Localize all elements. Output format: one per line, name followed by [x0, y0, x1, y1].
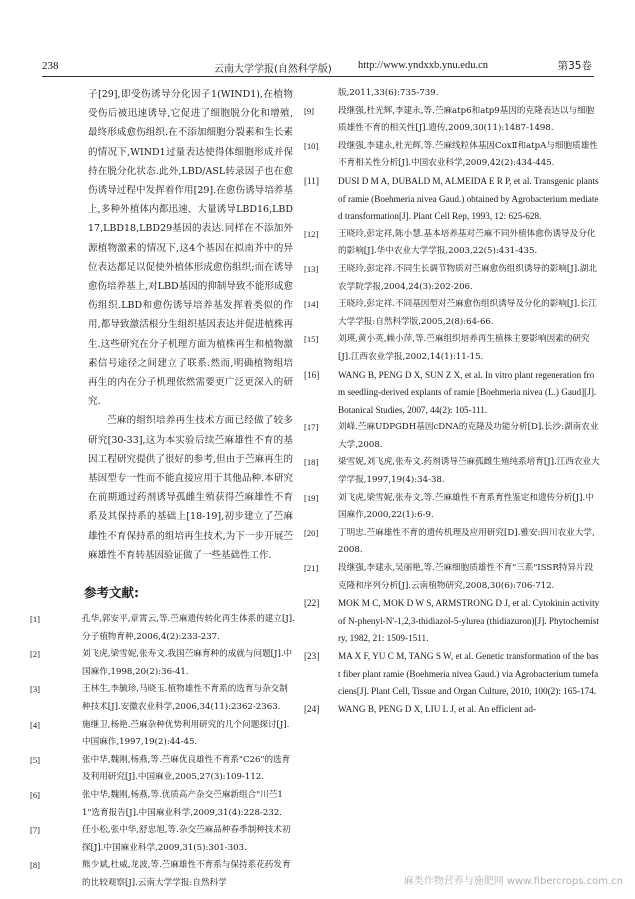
- reference-item: [304, 296, 600, 331]
- reference-number: [16]: [304, 369, 320, 380]
- reference-text: 施继卫,杨艳.苎麻杂种优势利用研究的几个问题探讨[J].中国麻作,1997,19(2):44-45.: [82, 719, 290, 748]
- reference-number: [14]: [304, 299, 319, 310]
- reference-number: [15]: [304, 334, 319, 345]
- reference-item: [304, 103, 600, 138]
- reference-number: [9]: [304, 105, 315, 116]
- reference-number: [23]: [304, 651, 320, 661]
- reference-text: 王晓玲,彭定祥.不同生长调节物质对苎麻愈伤组织诱导的影响[J].湖北农学院学报,2004,24(3):202-206.: [338, 263, 597, 292]
- reference-number: [12]: [304, 228, 319, 239]
- reference-number: [1]: [30, 614, 41, 625]
- reference-item: [304, 85, 600, 103]
- left-column: [30, 85, 295, 893]
- reference-number: [6]: [30, 790, 41, 801]
- reference-number: [24]: [304, 703, 320, 714]
- references-list-left: [30, 611, 295, 893]
- reference-item: [30, 611, 295, 646]
- reference-number: [8]: [30, 860, 41, 871]
- reference-item: [304, 648, 600, 701]
- reference-text: 刘飞虎,梁雪妮,张寿文.我国苎麻育种的成就与问题[J].中国麻作,1998,20(2):36-41.: [82, 649, 293, 677]
- reference-item: [304, 490, 600, 525]
- reference-text: 熊少斌,杜威,龙波,等.苎麻雄性不育系与保持系花药发育的比较观察[J].云南大学学报:自然科学: [82, 860, 291, 888]
- body-paragraph-1: 子[29],即受伤诱导分化因子1(WIND1),在植物受伤后被迅速诱导,它促进了细胞脱分化和增殖,最终形成愈伤组织.在不添加细胞分裂素和生长素的情况下,WIND1过量表达使得体细胞形成并保持在脱分化状态.此外,LBD/ASL转录因子也在愈伤诱导过程中发挥着作用[29].在愈伤诱导培养基上,多种外植体内都迅速、大量诱导LBD16,LBD17,LBD18,LBD29基因的表达.同样在不添加外源植物激素的情况下,这4个基因在拟南芥中的异位表达都足以促使外植体形成愈伤组织;而在诱导愈伤培养基上,对LBD基因的抑制导致不能形成愈伤组织.LBD和愈伤诱导培养基发挥着类似的作用,都导致激活根分生组织基因表达并促进植株再生.这些研究在分子机理方面为植株再生和植物激素信号途径之间建立了联系.然而,明确植物组培再生的内在分子机理依然需要更广泛更深入的研究.: [88, 89, 293, 408]
- reference-item: [304, 331, 600, 366]
- reference-text: 版,2011,33(6):735-739.: [338, 88, 439, 98]
- journal-url: http://www.yndxxb.ynu.edu.cn: [358, 60, 488, 71]
- reference-number: [13]: [304, 263, 319, 274]
- reference-text: WANG B, PENG D X, LIU L J, et al. An efficient ad-: [338, 703, 536, 714]
- journal-name: 云南大学学报(自然科学版): [214, 64, 332, 75]
- reference-number: [2]: [30, 649, 41, 660]
- references-heading: 参考文献:: [84, 585, 139, 601]
- reference-item: [304, 173, 600, 226]
- reference-number: [19]: [304, 492, 319, 503]
- watermark: 麻类作物营养与施肥网 www.fibercrops.com.cn: [403, 876, 623, 887]
- reference-item: [304, 701, 600, 719]
- right-column: [304, 85, 600, 718]
- reference-item: [304, 454, 600, 489]
- reference-text: 刘峰.苎麻UDPGDH基因cDNA的克隆及功能分析[D].长沙:湖南农业大学,2008.: [338, 422, 599, 450]
- page-number: 238: [42, 60, 59, 72]
- reference-item: [30, 717, 295, 752]
- reference-item: [304, 419, 600, 454]
- volume-label: 第35卷: [557, 60, 592, 72]
- reference-item: [304, 595, 600, 648]
- reference-number: [3]: [30, 684, 41, 695]
- body-paragraph-2: 苎麻的组织培养再生技术方面已经做了较多研究[30-33],这为本实验后续苎麻雄性不育的基因工程研究提供了很好的参考,但由于苎麻再生的基因型专一性而不能直接应用于其他品种.本研究在前期通过药剂诱导孤雌生殖获得苎麻雄性不育系及其保持系的基础上[18-19],初步建立了苎麻雄性不育保持系的组培再生技术,为下一步开展苎麻雄性不育转基因验证做了一些基础性工作.: [88, 415, 293, 561]
- reference-text: 段继强,杜光辉,李建永,等.苎麻atp6和atp9基因的克隆表达以与细胞质雄性不育的相关性[J].遗传,2009,30(11):1487-1498.: [338, 105, 595, 134]
- reference-item: [30, 857, 295, 892]
- reference-number: [21]: [304, 563, 319, 574]
- reference-item: [30, 681, 295, 716]
- reference-number: [10]: [304, 140, 319, 151]
- reference-text: 孔华,郭安平,章霄云,等.苎麻遗传转化再生体系的建立[J].分子植物育种,2006,4(2):233-237.: [82, 614, 295, 642]
- reference-item: [30, 752, 295, 787]
- reference-text: 刘飞虎,梁雪妮,张寿文,等.苎麻雄性不育系育性鉴定和遗传分析[J].中国麻作,2000,22(1):6-9.: [338, 492, 594, 521]
- reference-item: [304, 226, 600, 261]
- reference-text: 刘瑛,黄小英,赖小萍,等.苎麻组织培养再生植株主要影响因素的研究[J].江西农业学报,2002,14(1):11-15.: [338, 334, 590, 362]
- reference-text: 段继强,李建永,吴丽艳,等.苎麻细胞质雄性不育"三系"ISSR特异片段克隆和序列分析[J].云南植物研究,2008,30(6):706-712.: [338, 563, 594, 591]
- reference-text: 梁雪妮,刘飞虎,张寿文.药剂诱导苎麻孤雌生殖纯系培育[J].江西农业大学学报,1997,19(4):34-38.: [338, 457, 600, 486]
- reference-item: [304, 560, 600, 595]
- reference-number: [7]: [30, 825, 41, 836]
- reference-item: [30, 822, 295, 857]
- reference-text: 张中华,魏刚,杨燕,等.苎麻优良雄性不育系"C26"的选育及利用研究[J].中国麻业,2005,27(3):109-112.: [82, 754, 291, 783]
- reference-text: DUSI D M A, DUBALD M, ALMEIDA E R P, et al. Transgenic plants of ramie (Boehmeria nivea Gaud.) obtained by Agrobacterium mediated transformation[J]. Plant Cell Rep, 1993, 12: 625-628.: [338, 175, 599, 222]
- reference-text: 任小松,张中华,舒忠旭,等.杂交苎麻品种春季制种技术初探[J].中国麻业科学,2009,31(5):301-303.: [82, 825, 291, 853]
- reference-text: 张中华,魏刚,杨燕,等.优质高产杂交苎麻新组合"川苎11"选育报告[J].中国麻业科学,2009,31(4):228-232.: [82, 790, 283, 818]
- page-header: [42, 56, 594, 78]
- reference-text: 段继强,李建永,杜光辉,等.苎麻线粒体基因CoxⅡ和atpA与细胞质雄性不育相关性分析[J].中国农业科学,2009,42(2):434-445.: [338, 140, 598, 169]
- reference-number: [20]: [304, 527, 319, 538]
- reference-text: 王晓玲,彭定祥.不同基因型对苎麻愈伤组织诱导及分化的影响[J].长江大学学报:自然科学版,2005,2(8):64-66.: [338, 299, 597, 327]
- reference-number: [4]: [30, 719, 41, 730]
- reference-number: [5]: [30, 754, 41, 765]
- reference-text: MA X F, YU C M, TANG S W, et al. Genetic transformation of the bast fiber plant ramie (Boehmeria nivea Gaud.) via Agrobacterium tumefaciens[J]. Plant Cell, Tissue and Organ Culture, 2010, 100(2): 165-174.: [338, 651, 599, 697]
- reference-number: [11]: [304, 175, 319, 186]
- reference-item: [304, 525, 600, 560]
- reference-text: 王晓玲,彭定祥,陈小慧.基本培养基对苎麻不同外植体愈伤诱导及分化的影响[J].华中农业大学学报,2003,22(5):431-435.: [338, 228, 596, 257]
- reference-item: [30, 787, 295, 822]
- reference-number: [18]: [304, 457, 319, 468]
- reference-text: MOK M C, MOK D W S, ARMSTRONG D J, et al. Cytokinin activity of N-phenyl-N'-1,2,3-thidiazol-5-ylurea (thidiazuron)[J]. Phytochemistry, 1982, 21: 1509-1511.: [338, 598, 600, 644]
- header-rule: [42, 76, 594, 77]
- reference-text: WANG B, PENG D X, SUN Z X, et al. In vitro plant regeneration from seedling-derived explants of ramie [Boehmeria nivea (L.) Gaud][J]. Botanical Studies, 2007, 44(2): 105-111.: [338, 369, 597, 415]
- reference-number: [17]: [304, 422, 319, 433]
- reference-item: [304, 367, 600, 420]
- reference-item: [304, 138, 600, 173]
- reference-text: 王林生,李毓珍,马晓玉.植物雄性不育系的选育与杂交制种技术[J].安徽农业科学,2006,34(11):2362-2363.: [82, 684, 288, 713]
- reference-item: [304, 261, 600, 296]
- references-list-right: [304, 85, 600, 718]
- reference-text: 丁明忠.苎麻雄性不育的遗传机理及应用研究[D].雅安:四川农业大学,2008.: [338, 527, 595, 556]
- reference-item: [30, 646, 295, 681]
- reference-number: [22]: [304, 598, 320, 609]
